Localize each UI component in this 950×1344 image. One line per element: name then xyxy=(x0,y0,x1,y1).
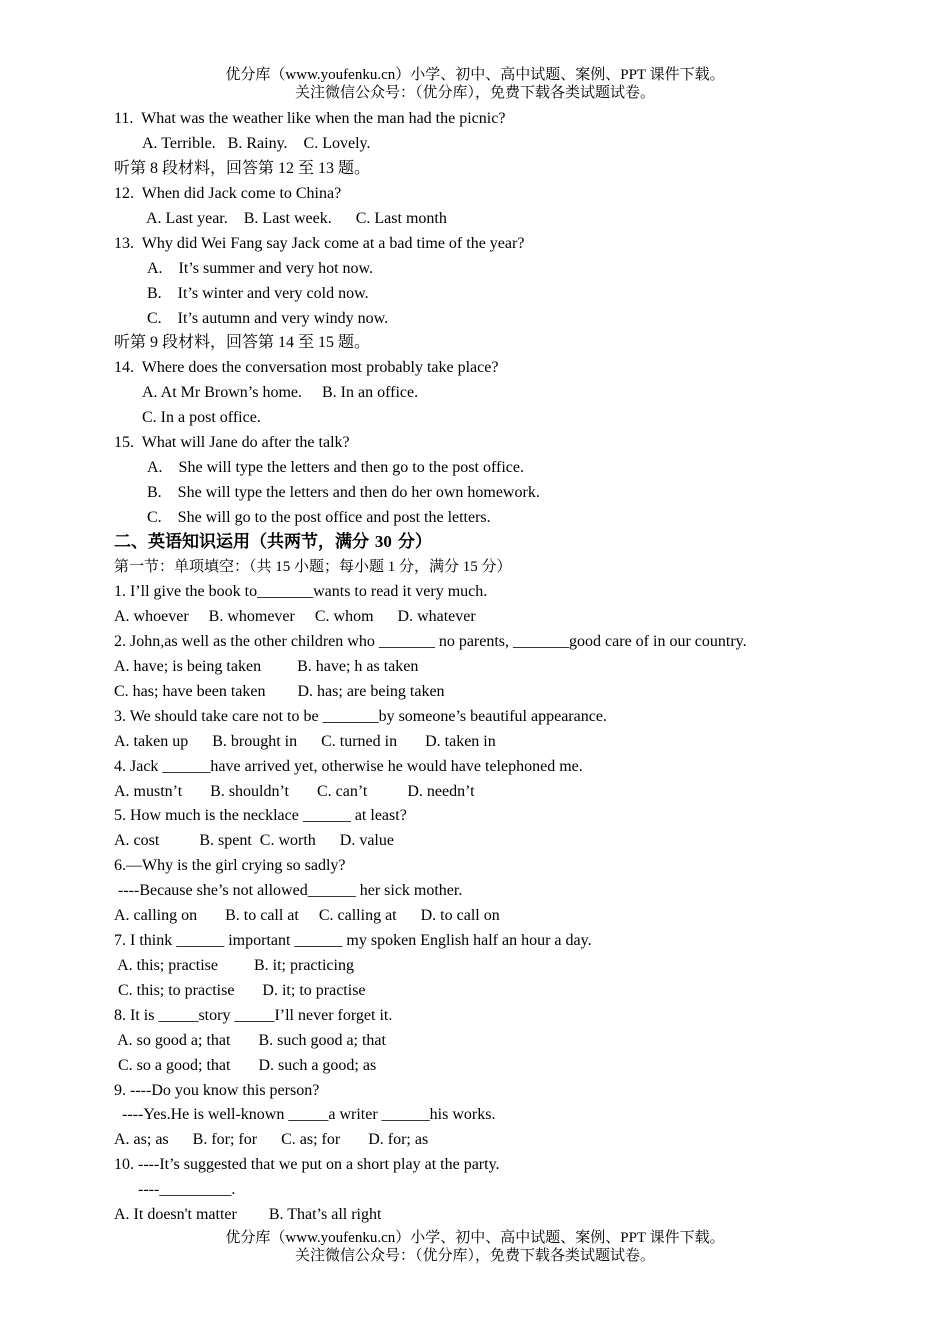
question-12-options: A. Last year. B. Last week. C. Last month xyxy=(146,210,447,227)
section-2-title-post: 分） xyxy=(391,532,432,552)
choice-7-stem: 7. I think ______ important ______ my spoken English half an hour a day. xyxy=(114,932,592,949)
choice-4-stem: 4. Jack ______have arrived yet, otherwise he would have telephoned me. xyxy=(114,758,583,775)
choice-1-stem: 1. I’ll give the book to_______wants to read it very much. xyxy=(114,583,488,600)
choice-9-options: A. as; as B. for; for C. as; for D. for; as xyxy=(114,1131,429,1148)
question-14: 14. Where does the conversation most probably take place? xyxy=(114,359,499,376)
choice-8-stem: 8. It is _____story _____I’ll never forget it. xyxy=(114,1007,393,1024)
choice-7-options-ab: A. this; practise B. it; practicing xyxy=(114,957,354,974)
question-13: 13. Why did Wei Fang say Jack come at a bad time of the year? xyxy=(114,235,525,252)
footer-line-2: 关注微信公众号：（优分库），免费下载各类试题试卷。 xyxy=(294,1248,655,1264)
choice-6-reply: ----Because she’s not allowed______ her sick mother. xyxy=(114,882,463,899)
question-15-option-c: C. She will go to the post office and post the letters. xyxy=(147,509,491,526)
choice-4-options: A. mustn’t B. shouldn’t C. can’t D. needn’t xyxy=(114,783,475,800)
choice-2-options-ab: A. have; is being taken B. have; h as taken xyxy=(114,658,419,675)
section-2-title-score: 30 xyxy=(374,532,392,551)
part-1-title: 第一节：单项填空：（共 15 小题；每小题 1 分，满分 15 分） xyxy=(114,559,512,575)
choice-10-reply: ----_________. xyxy=(114,1181,236,1198)
choice-2-stem: 2. John,as well as the other children who _______ no parents, _______good care of in our country. xyxy=(114,633,747,650)
footer-line-1: 优分库（www.youfenku.cn）小学、初中、高中试题、案例、PPT 课件下载。 xyxy=(225,1230,725,1246)
choice-6-options: A. calling on B. to call at C. calling at D. to call on xyxy=(114,907,500,924)
choice-10-stem: 10. ----It’s suggested that we put on a short play at the party. xyxy=(114,1156,500,1173)
question-12: 12. When did Jack come to China? xyxy=(114,185,342,202)
question-14-options-ab: A. At Mr Brown’s home. B. In an office. xyxy=(142,384,419,401)
question-15-option-b: B. She will type the letters and then do her own homework. xyxy=(147,484,540,501)
question-15-option-a: A. She will type the letters and then go to the post office. xyxy=(147,459,524,476)
choice-3-stem: 3. We should take care not to be _______by someone’s beautiful appearance. xyxy=(114,708,607,725)
choice-8-options-ab: A. so good a; that B. such good a; that xyxy=(114,1032,386,1049)
choice-8-options-cd: C. so a good; that D. such a good; as xyxy=(114,1057,377,1074)
question-15: 15. What will Jane do after the talk? xyxy=(114,434,350,451)
question-13-option-b: B. It’s winter and very cold now. xyxy=(147,285,369,302)
listening-intro-9: 听第 9 段材料，回答第 14 至 15 题。 xyxy=(114,334,371,351)
section-2-title-pre: 二、英语知识运用（共两节，满分 xyxy=(114,532,375,552)
choice-5-stem: 5. How much is the necklace ______ at least? xyxy=(114,807,407,824)
choice-9-reply: ----Yes.He is well-known _____a writer ______his works. xyxy=(114,1106,496,1123)
choice-10-options: A. It doesn't matter B. That’s all right xyxy=(114,1206,382,1223)
question-13-option-c: C. It’s autumn and very windy now. xyxy=(147,310,389,327)
header-line-2: 关注微信公众号：（优分库），免费下载各类试题试卷。 xyxy=(294,85,655,101)
choice-2-options-cd: C. has; have been taken D. has; are being taken xyxy=(114,683,445,700)
question-11: 11. What was the weather like when the man had the picnic? xyxy=(114,110,506,127)
choice-6-stem: 6.—Why is the girl crying so sadly? xyxy=(114,857,346,874)
listening-intro-8: 听第 8 段材料，回答第 12 至 13 题。 xyxy=(114,160,371,177)
choice-3-options: A. taken up B. brought in C. turned in D. taken in xyxy=(114,733,496,750)
question-11-options: A. Terrible. B. Rainy. C. Lovely. xyxy=(142,135,371,152)
section-2-title xyxy=(114,532,432,552)
choice-5-options: A. cost B. spent C. worth D. value xyxy=(114,832,394,849)
choice-7-options-cd: C. this; to practise D. it; to practise xyxy=(114,982,366,999)
header-line-1: 优分库（www.youfenku.cn）小学、初中、高中试题、案例、PPT 课件下载。 xyxy=(225,67,725,83)
choice-9-stem: 9. ----Do you know this person? xyxy=(114,1082,320,1099)
question-13-option-a: A. It’s summer and very hot now. xyxy=(147,260,374,277)
choice-1-options: A. whoever B. whomever C. whom D. whatever xyxy=(114,608,476,625)
question-14-option-c: C. In a post office. xyxy=(142,409,261,426)
